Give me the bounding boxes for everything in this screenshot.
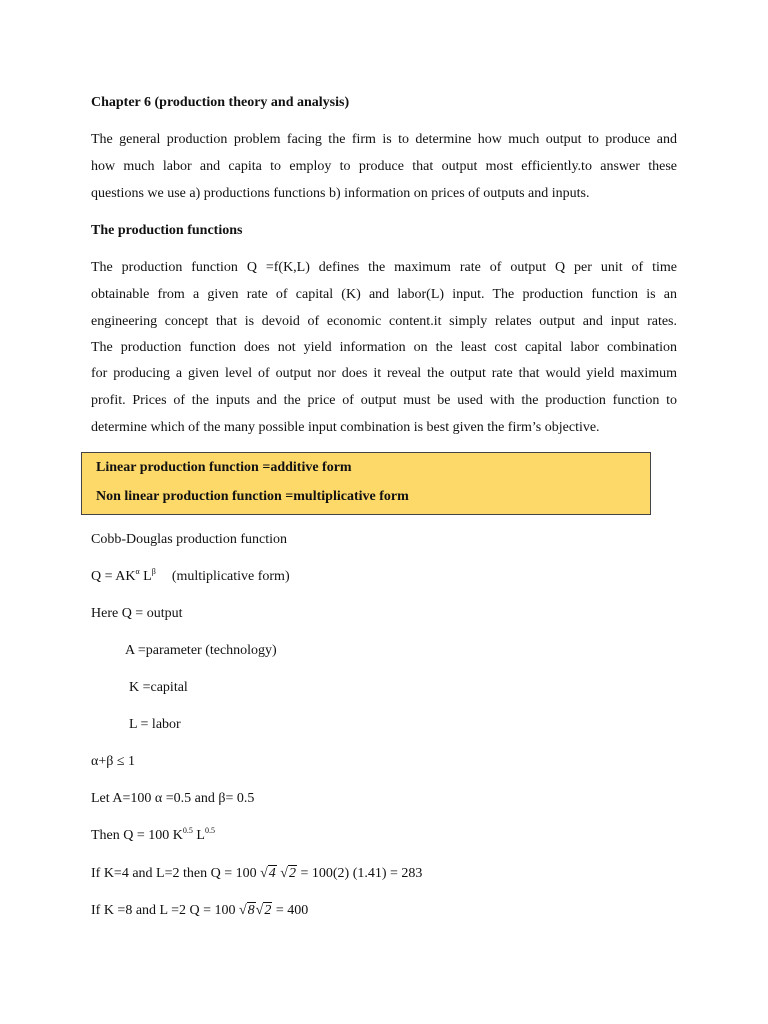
formula-note: (multiplicative form) — [171, 569, 290, 584]
body-line-1: The production function Q =f(K,L) defines the maximum rate of output Q per unit of time — [91, 260, 677, 275]
then-mid: L — [192, 828, 205, 843]
linear-function-note: Linear production function =additive form — [96, 460, 352, 475]
example-1 — [91, 865, 422, 883]
chapter-title: Chapter 6 (production theory and analysis) — [91, 95, 350, 110]
then-exp-2: 0.5 — [204, 826, 215, 835]
body-line-4: The production function does not yield information on the least cost capital labor combination — [91, 340, 677, 355]
example-2-suffix: = 400 — [272, 903, 309, 918]
body-line-5: for producing a given level of output nor does it reveal the output rate that would yield maximum — [91, 366, 677, 381]
parameter-values-line: Let A=100 α =0.5 and β= 0.5 — [91, 791, 255, 806]
formula-exp-alpha: α — [135, 567, 140, 576]
body-line-3: engineering concept that is devoid of economic content.it simply relates output and input rates. — [91, 314, 677, 329]
radicand-2: 2 — [288, 866, 296, 881]
example-1-prefix: If K=4 and L=2 then Q = 100 — [91, 866, 261, 881]
radicand-4: 2 — [264, 903, 272, 918]
body-line-7: determine which of the many possible input combination is best given the firm’s objective. — [91, 420, 600, 435]
radicand-3: 8 — [247, 903, 255, 918]
definition-capital: K =capital — [129, 680, 188, 695]
radicand-1: 4 — [268, 866, 276, 881]
definition-output: Here Q = output — [91, 606, 183, 621]
formula-lhs: Q = AK — [91, 569, 136, 584]
formula-exp-beta: β — [151, 567, 156, 576]
nonlinear-function-note: Non linear production function =multiplicative form — [96, 489, 409, 504]
body-line-6: profit. Prices of the inputs and the price of output must be used with the production function to — [91, 393, 677, 408]
sqrt-symbol-3: √8 — [238, 903, 255, 918]
definition-parameter: A =parameter (technology) — [125, 643, 277, 658]
constraint-line: α+β ≤ 1 — [91, 754, 136, 769]
then-prefix: Then Q = 100 K — [91, 828, 183, 843]
intro-line-1: The general production problem facing the firm is to determine how much output to produce and — [91, 132, 677, 147]
sqrt-symbol-4: √2 — [255, 903, 272, 918]
intro-line-2: how much labor and capita to employ to produce that output most efficiently.to answer these — [91, 159, 677, 174]
example-2-prefix: If K =8 and L =2 Q = 100 — [91, 903, 239, 918]
example-1-suffix: = 100(2) (1.41) = 283 — [296, 866, 423, 881]
sqrt-symbol-2: √2 — [280, 866, 296, 881]
then-exp-1: 0.5 — [182, 826, 193, 835]
cobb-douglas-formula — [91, 568, 290, 586]
highlight-box — [81, 452, 651, 515]
sqrt-symbol-1: √4 — [260, 866, 276, 881]
section-heading: The production functions — [91, 223, 243, 238]
body-line-2: obtainable from a given rate of capital (K) and labor(L) input. The production function is an — [91, 287, 677, 302]
substituted-formula — [91, 827, 215, 845]
formula-mid: L — [139, 569, 152, 584]
example-2 — [91, 902, 308, 920]
intro-line-3: questions we use a) productions functions b) information on prices of outputs and inputs. — [91, 186, 590, 201]
definition-labor: L = labor — [129, 717, 181, 732]
cobb-douglas-title: Cobb-Douglas production function — [91, 532, 287, 547]
